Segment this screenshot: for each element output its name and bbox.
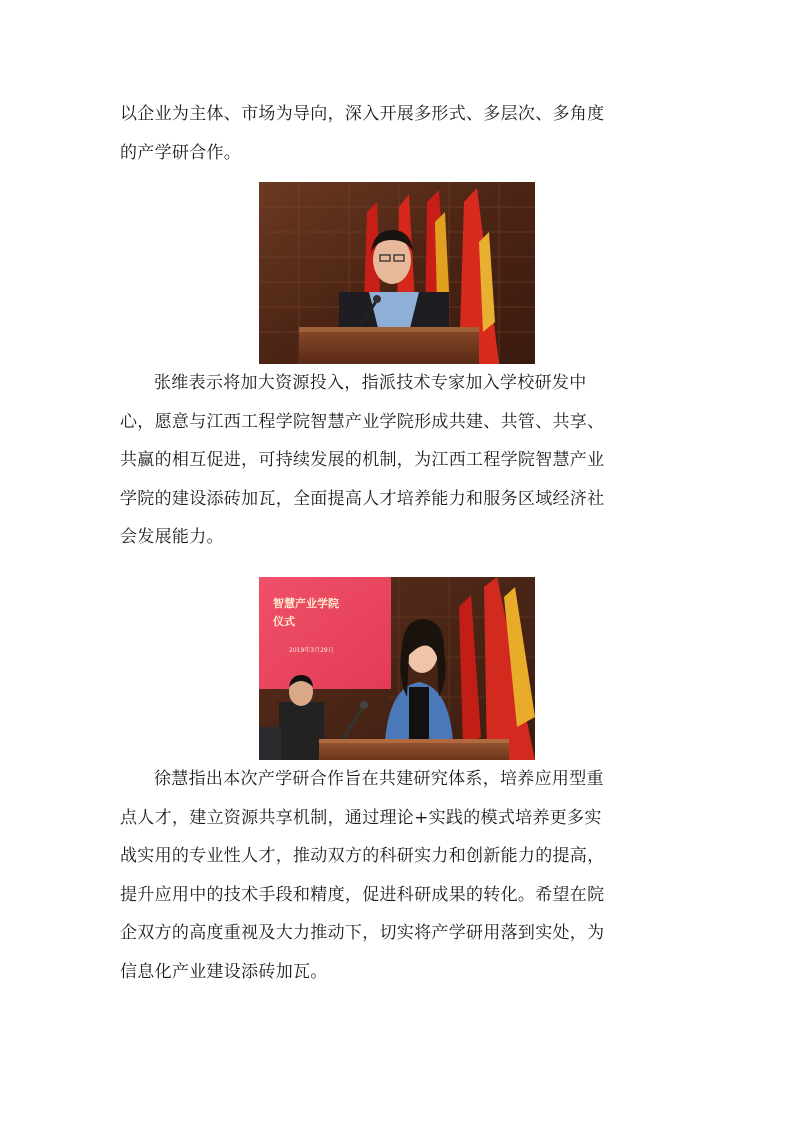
paragraph-line: 提升应用中的技术手段和精度，促进科研成果的转化。希望在院 [120, 884, 605, 905]
paragraph-line: 徐慧指出本次产学研合作旨在共建研究体系，培养应用型重 [154, 769, 604, 789]
paragraph-line: 信息化产业建设添砖加瓦。 [120, 961, 328, 982]
paragraph-xu-hui [120, 760, 680, 991]
paragraph-line: 学院的建设添砖加瓦，全面提高人才培养能力和服务区域经济社 [120, 488, 605, 509]
paragraph-line: 企双方的高度重视及大力推动下，切实将产学研用落到实处，为 [120, 923, 605, 943]
screen-date: 2019年3月29日 [289, 647, 334, 654]
paragraph-line: 张维表示将加大资源投入，指派技术专家加入学校研发中 [154, 373, 587, 393]
paragraph-line: 以企业为主体、市场为导向，深入开展多形式、多层次、多角度 [120, 104, 605, 124]
photo-speaker-zhang-wei [259, 182, 535, 364]
paragraph-zhang-wei [120, 364, 680, 557]
screen-text-line1: 智慧产业学院 [273, 597, 339, 610]
paragraph-line: 会发展能力。 [120, 527, 224, 547]
paragraph-line: 心，愿意与江西工程学院智慧产业学院形成共建、共管、共享、 [120, 411, 605, 432]
photo-speaker-xu-hui [259, 577, 535, 760]
paragraph-line: 点人才，建立资源共享机制，通过理论+实践的模式培养更多实 [120, 807, 602, 828]
paragraph-intro [120, 95, 680, 172]
paragraph-line: 共赢的相互促进，可持续发展的机制，为江西工程学院智慧产业 [120, 450, 605, 470]
screen-text-line2: 仪式 [273, 615, 295, 628]
paragraph-line: 的产学研合作。 [120, 142, 242, 163]
paragraph-line: 战实用的专业性人才，推动双方的科研实力和创新能力的提高， [120, 846, 605, 866]
